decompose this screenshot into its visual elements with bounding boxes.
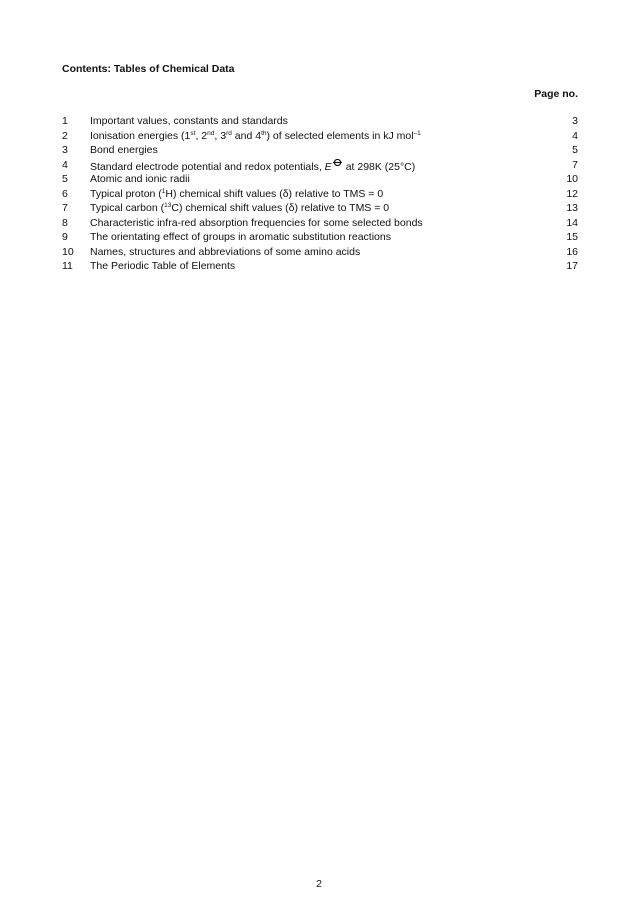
toc-entry-6[interactable] <box>62 187 578 202</box>
entry-title: Typical proton ($^1$H) chemical shift values (δ) relative to TMS = 0 <box>90 187 384 200</box>
toc-entry-10[interactable] <box>62 245 578 260</box>
entry-title: Bond energies <box>90 144 158 156</box>
entry-page-number: 4 <box>572 129 578 142</box>
entry-page-number: 14 <box>566 216 578 229</box>
entry-title: Names, structures and abbreviations of some amino acids <box>90 245 361 258</box>
page-title: Contents: Tables of Chemical Data <box>62 63 235 75</box>
entry-page-number: 15 <box>566 231 578 243</box>
entry-number: 11 <box>62 260 73 272</box>
toc-entry-11[interactable] <box>62 259 578 274</box>
entry-number: 6 <box>62 187 68 200</box>
toc-entry-1[interactable] <box>62 114 578 129</box>
entry-number: 3 <box>62 144 68 156</box>
entry-title: Atomic and ionic radii <box>90 173 190 185</box>
entry-title: Standard electrode potential and redox potentials, E at 298K (25°C) <box>90 158 415 175</box>
entry-page-number: 12 <box>566 187 578 200</box>
entry-title: The orientating effect of groups in aromatic substitution reactions <box>90 231 391 243</box>
entry-title: The Periodic Table of Elements <box>90 260 236 272</box>
entry-title: Typical carbon ($^{13}$C) chemical shift values (δ) relative to TMS = 0 <box>90 202 390 214</box>
entry-number: 9 <box>62 231 68 243</box>
entry-number: 5 <box>62 173 68 185</box>
entry-title: Important values, constants and standards <box>90 115 288 127</box>
table-of-contents <box>62 114 578 274</box>
entry-page-number: 7 <box>572 158 578 171</box>
toc-entry-3[interactable] <box>62 143 578 158</box>
toc-entry-4[interactable] <box>62 158 578 173</box>
entry-number: 10 <box>62 245 74 258</box>
entry-title: Characteristic infra-red absorption frequencies for some selected bonds <box>90 216 423 229</box>
toc-entry-9[interactable] <box>62 230 578 245</box>
entry-page-number: 13 <box>566 202 578 214</box>
entry-number: 1 <box>62 115 68 127</box>
footer-page-number: 2 <box>316 878 322 890</box>
toc-entry-2[interactable] <box>62 129 578 144</box>
entry-number: 8 <box>62 216 68 229</box>
entry-title: Ionisation energies (1st, 2nd, 3rd and 4th) of selected elements in kJ mol$^{-1}$ <box>90 129 421 142</box>
entry-page-number: 16 <box>566 245 578 258</box>
entry-page-number: 17 <box>566 260 578 272</box>
toc-entry-8[interactable] <box>62 216 578 231</box>
entry-page-number: 3 <box>572 115 578 127</box>
toc-entry-5[interactable] <box>62 172 578 187</box>
entry-number: 4 <box>62 158 68 171</box>
entry-number: 2 <box>62 129 68 142</box>
entry-page-number: 5 <box>572 144 578 156</box>
plimsoll-standard-state-icon <box>333 158 342 167</box>
entry-number: 7 <box>62 202 68 214</box>
page-number-column-header: Page no. <box>534 88 578 100</box>
toc-entry-7[interactable] <box>62 201 578 216</box>
entry-page-number: 10 <box>566 173 578 185</box>
